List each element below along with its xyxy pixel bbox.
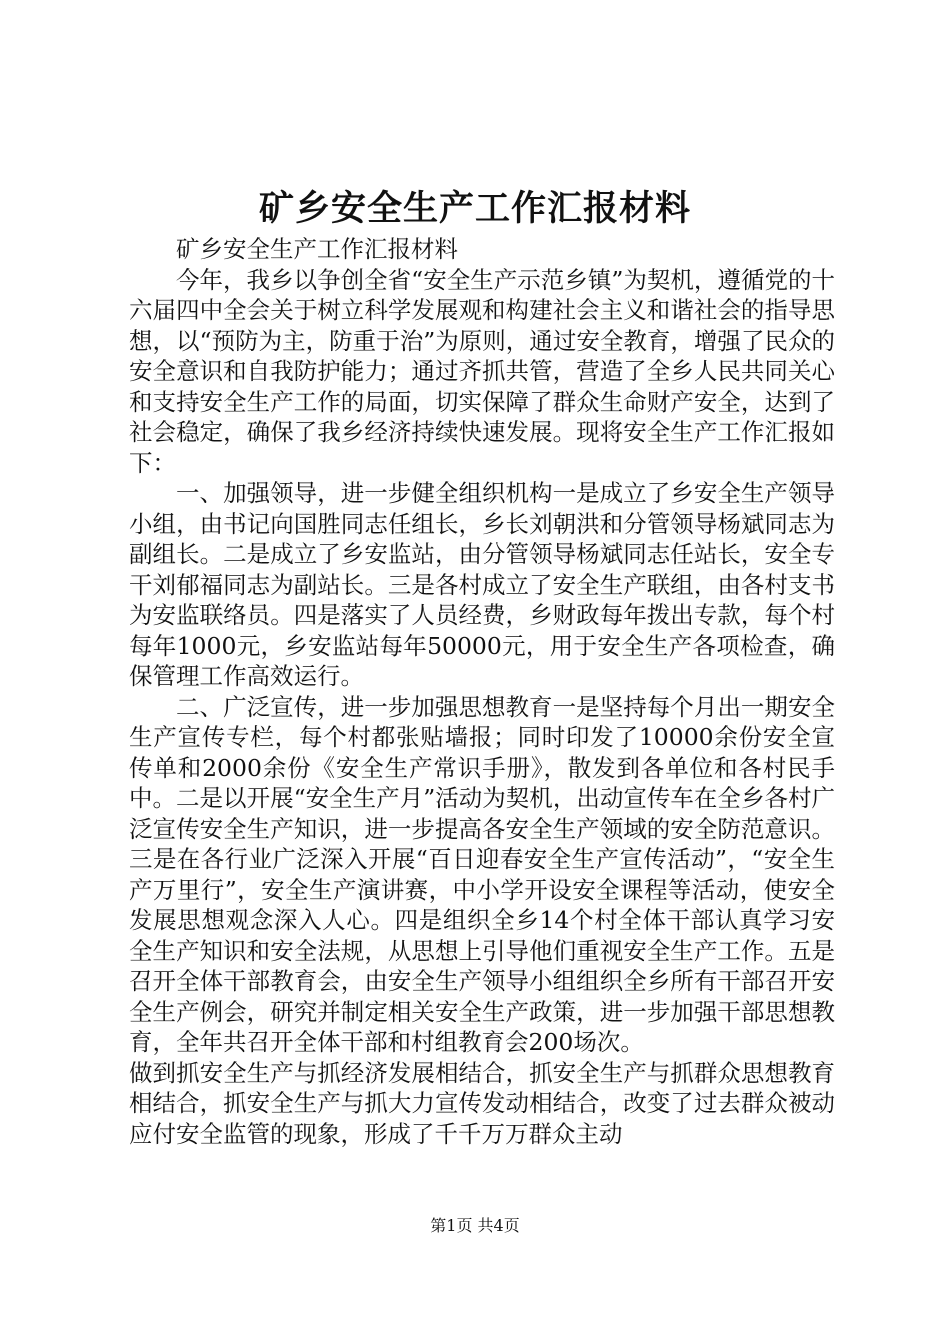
document-body xyxy=(129,234,835,1149)
continuation-paragraph: 做到抓安全生产与抓经济发展相结合，抓安全生产与抓群众思想教育相结合，抓安全生产与抓大力宣传发动相结合，改变了过去群众被动应付安全监管的现象，形成了千千万万群众主动 xyxy=(129,1058,835,1148)
intro-paragraph: 今年，我乡以争创全省“安全生产示范乡镇”为契机，遵循党的十六届四中全会关于树立科学发展观和构建社会主义和谐社会的指导思想，以“预防为主，防重于治”为原则，通过安全教育，增强了民众的安全意识和自我防护能力；通过齐抓共管，营造了全乡人民共同关心和支持安全生产工作的局面，切实保障了群众生命财产安全，达到了社会稳定，确保了我乡经济持续快速发展。现将安全生产工作汇报如下： xyxy=(129,265,835,477)
publicity-paragraph: 二、广泛宣传，进一步加强思想教育一是坚持每个月出一期安全生产宣传专栏，每个村都张贴墙报；同时印发了10000余份安全宣传单和2000余份《安全生产常识手册》，散发到各单位和各村民手中。二是以开展“安全生产月”活动为契机，出动宣传车在全乡各村广泛宣传安全生产知识，进一步提高各安全生产领域的安全防范意识。三是在各行业广泛深入开展“百日迎春安全生产宣传活动”，“安全生产万里行”，安全生产演讲赛，中小学开设安全课程等活动，使安全发展思想观念深入人心。四是组织全乡14个村全体干部认真学习安全生产知识和安全法规，从思想上引导他们重视安全生产工作。五是召开全体干部教育会，由安全生产领导小组组织全乡所有干部召开安全生产例会，研究并制定相关安全生产政策，进一步加强干部思想教育，全年共召开全体干部和村组教育会200场次。 xyxy=(129,692,835,1056)
page-footer: 第1页 共4页 xyxy=(430,1216,520,1235)
document-title: 矿乡安全生产工作汇报材料 xyxy=(258,188,691,229)
subtitle-paragraph: 矿乡安全生产工作汇报材料 xyxy=(176,235,458,263)
leadership-paragraph: 一、加强领导，进一步健全组织机构一是成立了乡安全生产领导小组，由书记向国胜同志任组长，乡长刘朝洪和分管领导杨斌同志为副组长。二是成立了乡安监站，由分管领导杨斌同志任站长，安全专干刘郁福同志为副站长。三是各村成立了安全生产联组，由各村支书为安监联络员。四是落实了人员经费，乡财政每年拨出专款，每个村每年1000元，乡安监站每年50000元，用于安全生产各项检查，确保管理工作高效运行。 xyxy=(129,479,835,690)
